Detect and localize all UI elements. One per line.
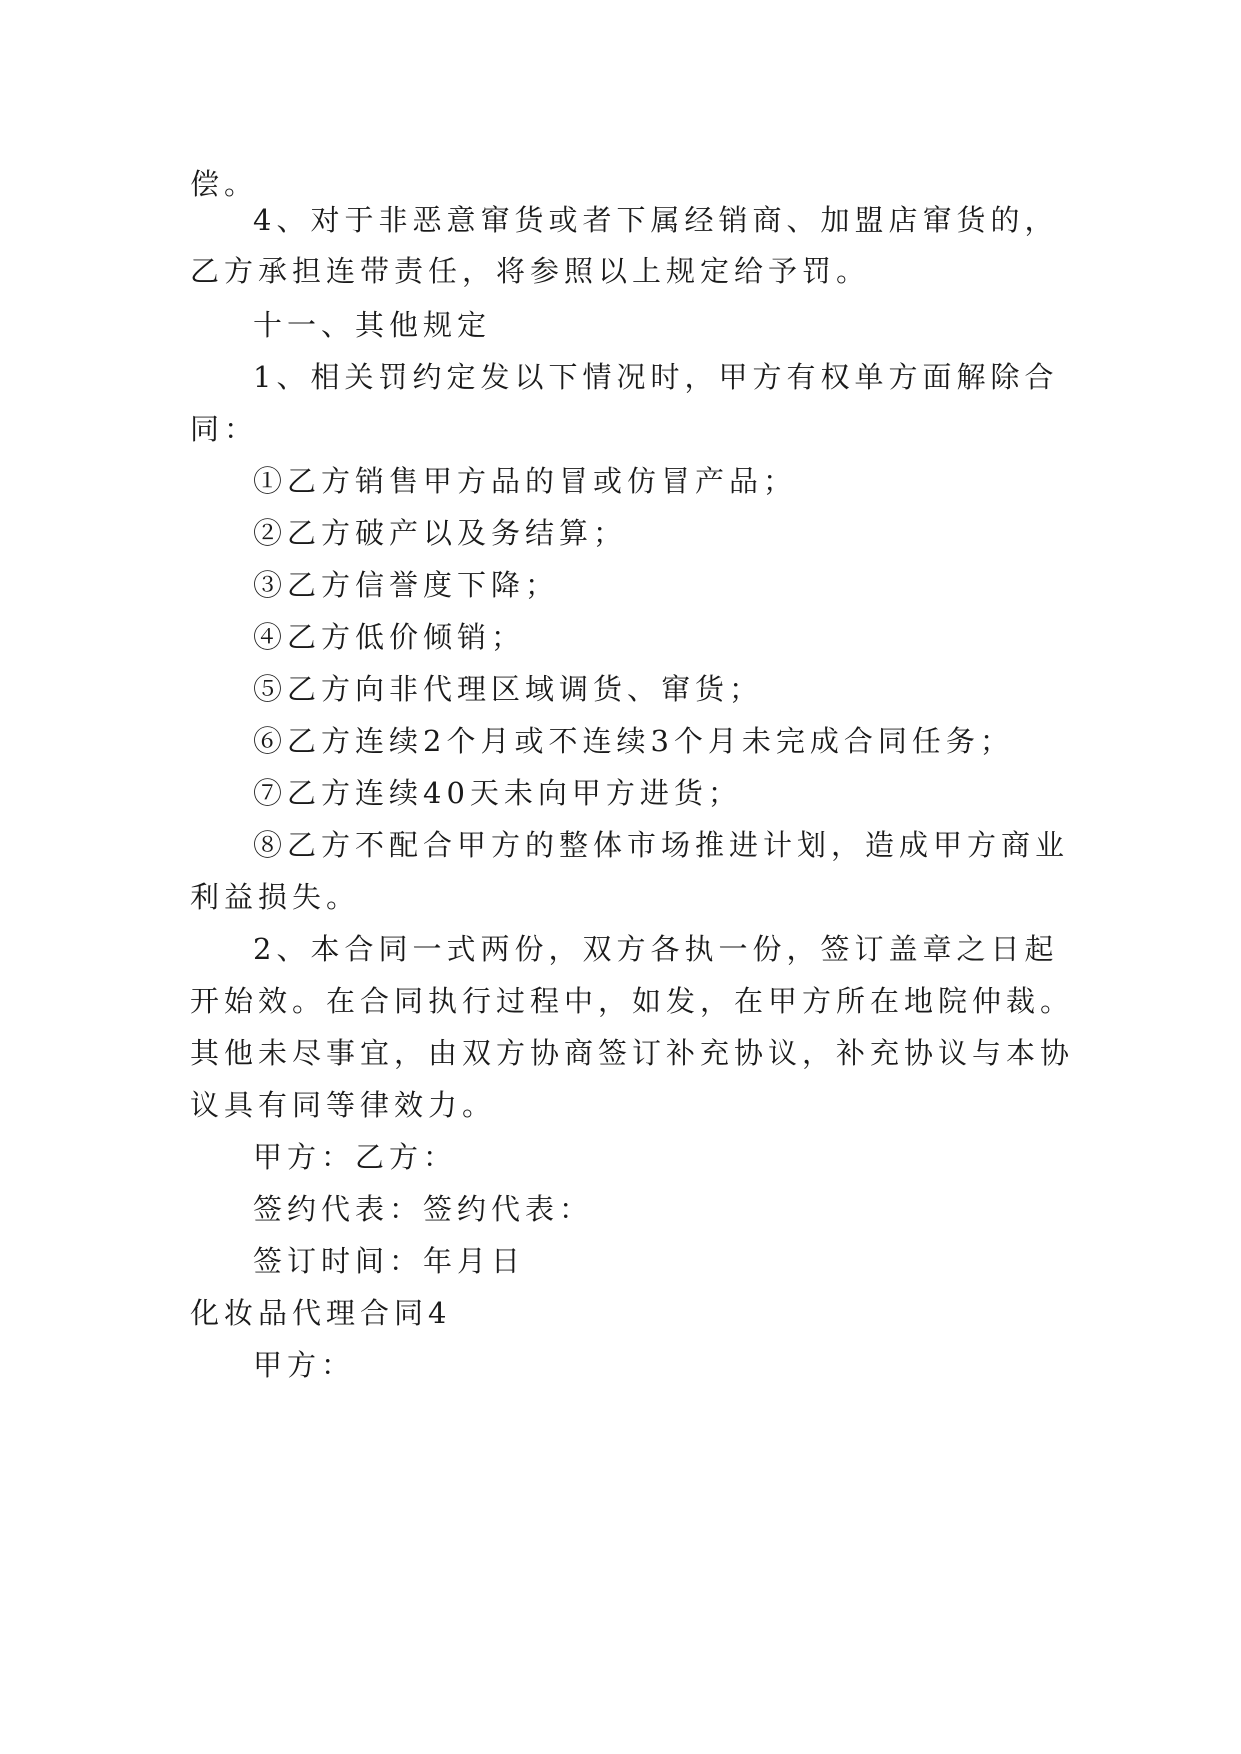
text-line: 其他未尽事宜，由双方协商签订补充协议，补充协议与本协 [190, 1036, 1075, 1070]
list-item: ①乙方销售甲方品的冒或仿冒产品； [253, 464, 798, 498]
text-line: 2、本合同一式两份，双方各执一份，签订盖章之日起 [253, 932, 1059, 966]
list-item: ⑦乙方连续40天未向甲方进货； [253, 776, 742, 810]
signature-line: 签订时间：年月日 [253, 1244, 526, 1278]
list-item: ⑧乙方不配合甲方的整体市场推进计划，造成甲方商业 [253, 828, 1070, 862]
list-item: ④乙方低价倾销； [253, 620, 526, 654]
list-item: ⑥乙方连续2个月或不连续3个月未完成合同任务； [253, 724, 1014, 758]
text-line: 偿。 [190, 167, 259, 201]
text-line: 议具有同等律效力。 [190, 1088, 497, 1122]
document-title: 化妆品代理合同4 [190, 1296, 452, 1330]
signature-line: 签约代表：签约代表： [253, 1192, 594, 1226]
text-line: 1、相关罚约定发以下情况时，甲方有权单方面解除合 [253, 360, 1059, 394]
text-line: 甲方： [253, 1348, 356, 1382]
signature-line: 甲方：乙方： [253, 1140, 458, 1174]
list-item: ③乙方信誉度下降； [253, 568, 560, 602]
section-heading: 十一、其他规定 [253, 308, 492, 342]
text-line: 乙方承担连带责任，将参照以上规定给予罚。 [190, 254, 871, 288]
text-line: 4、对于非恶意窜货或者下属经销商、加盟店窜货的， [253, 203, 1059, 237]
text-line: 开始效。在合同执行过程中，如发，在甲方所在地院仲裁。 [190, 984, 1075, 1018]
text-line: 同： [190, 412, 259, 446]
list-item: ②乙方破产以及务结算； [253, 516, 628, 550]
list-item: ⑤乙方向非代理区域调货、窜货； [253, 672, 764, 706]
text-line: 利益损失。 [190, 880, 361, 914]
